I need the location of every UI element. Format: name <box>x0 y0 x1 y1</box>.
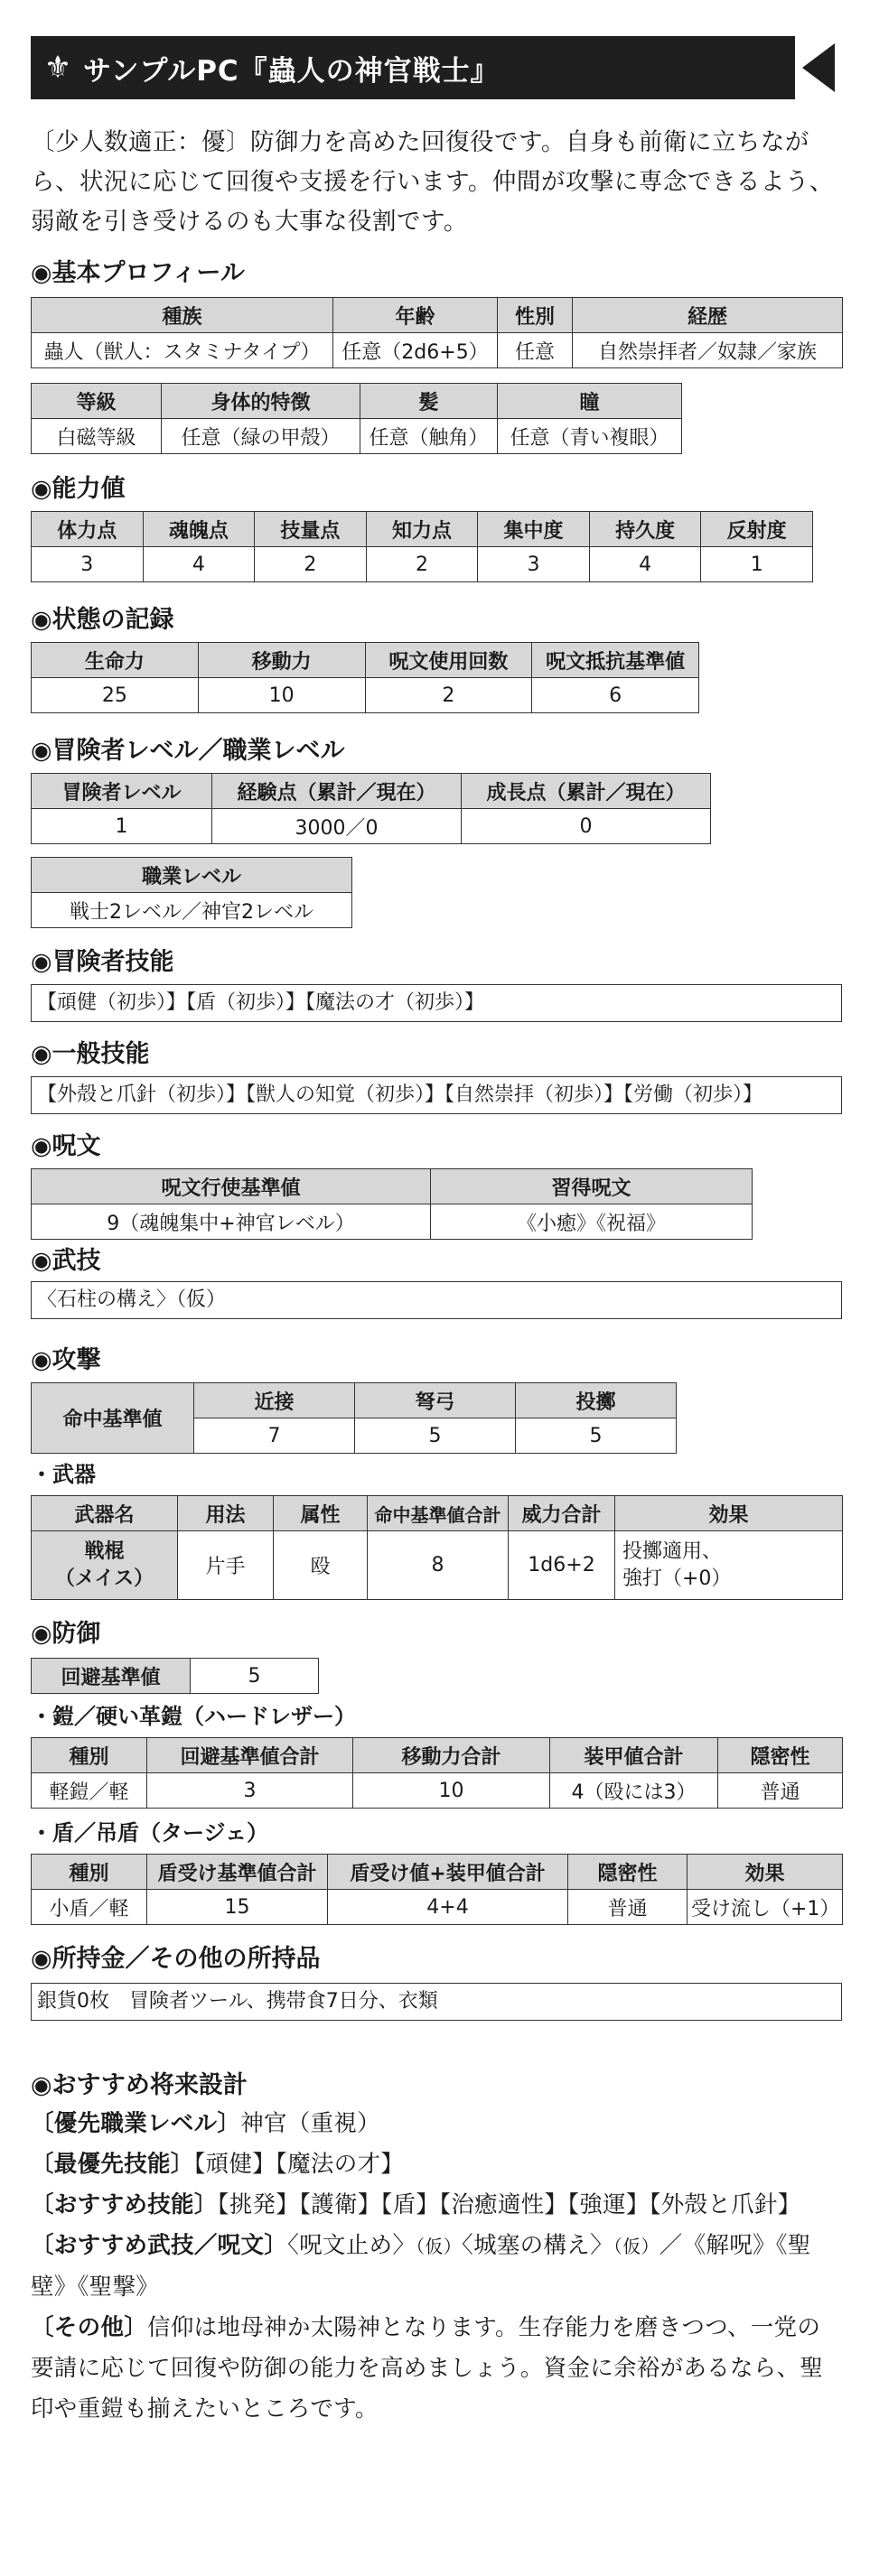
table-cell: 7 <box>194 1418 355 1454</box>
table-cell: 1 <box>701 547 813 582</box>
table-cell: 片手 <box>178 1531 274 1600</box>
defense-table <box>31 1658 319 1694</box>
section-heading-adventurer-skills: ◉冒険者技能 <box>31 948 174 976</box>
recommend-label: 〔おすすめ技能〕 <box>31 2191 218 2218</box>
character-sheet <box>31 36 842 2430</box>
table-cell: 受け流し（+1） <box>688 1890 843 1925</box>
evasion-value: 5 <box>191 1659 319 1694</box>
table-cell: 1 <box>32 809 212 844</box>
table-header: 種別 <box>32 1855 147 1890</box>
table-header: 身体的特徴 <box>162 384 360 419</box>
table-cell: 5 <box>355 1418 516 1454</box>
section-heading-recommend: ◉おすすめ将来設計 <box>31 2071 248 2099</box>
possessions-box: 銀貨0枚 冒険者ツール、携帯食7日分、衣類 <box>31 1983 842 2021</box>
table-cell: 0 <box>462 809 711 844</box>
chevron-left-icon <box>795 36 842 99</box>
table-cell: 3000／0 <box>212 809 462 844</box>
table-cell: 5 <box>516 1418 677 1454</box>
table-header: 職業レベル <box>32 858 352 893</box>
table-cell: 自然崇拝者／奴隷／家族 <box>573 333 843 368</box>
table-cell: 4+4 <box>328 1890 568 1925</box>
table-header: 持久度 <box>589 512 701 547</box>
table-cell: 軽鎧／軽 <box>32 1773 147 1809</box>
table-header: 命中基準値合計 <box>368 1496 509 1531</box>
table-header: 習得呪文 <box>431 1169 753 1204</box>
profile-table-2 <box>31 383 682 454</box>
table-cell: 戦士2レベル／神官2レベル <box>32 893 352 928</box>
table-header: 魂魄点 <box>143 512 255 547</box>
weapon-name-line-2: （メイス） <box>54 1567 154 1590</box>
table-header: 呪文抵抗基準値 <box>532 643 699 678</box>
subheading-armor: ・鎧／硬い革鎧（ハードレザー） <box>31 1704 356 1729</box>
page-title: サンプルPC『蟲人の神官戦士』 <box>83 54 500 88</box>
table-header: 投擲 <box>516 1383 677 1418</box>
attack-table <box>31 1382 677 1454</box>
table-header: 冒険者レベル <box>32 774 212 809</box>
table-header: 呪文使用回数 <box>365 643 532 678</box>
section-heading-abilities: ◉能力値 <box>31 475 126 503</box>
table-cell: 3 <box>32 547 144 582</box>
table-header: 髪 <box>360 384 498 419</box>
table-cell: 4 <box>589 547 701 582</box>
table-cell: 小盾／軽 <box>32 1890 147 1925</box>
armor-table <box>31 1737 843 1809</box>
adventurer-skills-box: 【頑健（初歩）】【盾（初歩）】【魔法の才（初歩）】 <box>31 984 842 1022</box>
weapon-name <box>32 1531 178 1600</box>
table-header: 知力点 <box>366 512 478 547</box>
arts-box: 〈石柱の構え〉（仮） <box>31 1281 842 1319</box>
subheading-weapons: ・武器 <box>31 1462 96 1487</box>
table-header: 弩弓 <box>355 1383 516 1418</box>
class-level-table <box>31 857 352 928</box>
subheading-shield: ・盾／吊盾（タージェ） <box>31 1820 269 1846</box>
table-cell: 任意（2d6+5） <box>333 333 498 368</box>
section-heading-general-skills: ◉一般技能 <box>31 1040 150 1068</box>
table-cell: 任意（触角） <box>360 419 498 454</box>
recommend-text: 神官（重視） <box>240 2110 381 2137</box>
recommend-block <box>31 2104 842 2430</box>
recommend-label: 〔優先職業レベル〕 <box>31 2110 241 2137</box>
recommend-skills <box>31 2185 842 2226</box>
recommend-text: 【挑発】【護衛】【盾】【治癒適性】【強運】【外殻と爪針】 <box>217 2191 801 2218</box>
recommend-priority-skill <box>31 2144 842 2185</box>
table-cell: 普通 <box>568 1890 688 1925</box>
table-cell: 3 <box>147 1773 353 1809</box>
general-skills-box: 【外殻と爪針（初歩）】【獣人の知覚（初歩）】【自然崇拝（初歩）】【労働（初歩）】 <box>31 1076 842 1114</box>
table-cell: 殴 <box>274 1531 368 1600</box>
recommend-text: 〈城塞の構え〉 <box>462 2232 613 2259</box>
table-cell: 2 <box>255 547 367 582</box>
section-heading-levels: ◉冒険者レベル／職業レベル <box>31 737 345 765</box>
table-header: 性別 <box>498 298 573 333</box>
table-header: 反射度 <box>701 512 813 547</box>
table-cell: 白磁等級 <box>32 419 162 454</box>
table-cell: 任意 <box>498 333 573 368</box>
levels-table <box>31 773 711 844</box>
recommend-text: ／《解呪》《聖壁》《聖撃》 <box>31 2232 811 2301</box>
section-heading-attack: ◉攻撃 <box>31 1346 101 1374</box>
table-cell: 8 <box>368 1531 509 1600</box>
table-header: 等級 <box>32 384 162 419</box>
table-header: 集中度 <box>478 512 590 547</box>
table-cell: 任意（緑の甲殻） <box>162 419 360 454</box>
table-cell: 4 <box>143 547 255 582</box>
section-heading-profile: ◉基本プロフィール <box>31 259 245 287</box>
recommend-priority-class <box>31 2104 842 2144</box>
table-cell: 15 <box>147 1890 328 1925</box>
table-header: 経験点（累計／現在） <box>212 774 462 809</box>
table-header: 近接 <box>194 1383 355 1418</box>
shield-table <box>31 1854 843 1925</box>
recommend-note: （仮） <box>613 2236 660 2257</box>
table-cell: 9（魂魄集中+神官レベル） <box>32 1204 431 1240</box>
weapon-effect <box>615 1531 843 1600</box>
table-cell: 2 <box>366 547 478 582</box>
table-header: 用法 <box>178 1496 274 1531</box>
recommend-label: 〔その他〕 <box>31 2314 148 2341</box>
section-heading-defense: ◉防御 <box>31 1620 101 1648</box>
section-heading-arts: ◉武技 <box>31 1247 101 1275</box>
profile-table-1 <box>31 297 843 368</box>
weapon-effect-line-1: 投擲適用、 <box>622 1539 723 1563</box>
table-cell: 1d6+2 <box>509 1531 615 1600</box>
table-cell: 10 <box>353 1773 550 1809</box>
table-header: 技量点 <box>255 512 367 547</box>
recommend-other <box>31 2308 842 2430</box>
table-header: 年齢 <box>333 298 498 333</box>
table-header: 移動力合計 <box>353 1738 550 1773</box>
table-header: 効果 <box>615 1496 843 1531</box>
recommend-arts <box>31 2226 842 2308</box>
table-cell: 4（殴には3） <box>550 1773 718 1809</box>
table-header: 成長点（累計／現在） <box>462 774 711 809</box>
table-cell: 3 <box>478 547 590 582</box>
table-header: 瞳 <box>498 384 682 419</box>
title-banner <box>31 36 842 99</box>
table-cell: 2 <box>365 678 532 713</box>
table-header: 種族 <box>32 298 333 333</box>
table-header: 経歴 <box>573 298 843 333</box>
table-header: 盾受け値+装甲値合計 <box>328 1855 568 1890</box>
hit-base-label: 命中基準値 <box>32 1383 194 1454</box>
fleur-de-lis-icon: ⚜ <box>43 50 72 86</box>
table-header: 属性 <box>274 1496 368 1531</box>
weapon-name-line-1: 戦棍 <box>84 1539 125 1563</box>
table-header: 威力合計 <box>509 1496 615 1531</box>
recommend-text: 〈呪文止め〉 <box>287 2232 416 2259</box>
section-heading-status: ◉状態の記録 <box>31 606 174 634</box>
table-header: 生命力 <box>32 643 199 678</box>
table-cell: 普通 <box>718 1773 843 1809</box>
section-heading-possessions: ◉所持金／その他の所持品 <box>31 1945 321 1973</box>
table-header: 武器名 <box>32 1496 178 1531</box>
table-header: 隠密性 <box>568 1855 688 1890</box>
recommend-text: 信仰は地母神か太陽神となります。生存能力を磨きつつ、一党の要請に応じて回復や防御の能力を高めましょう。資金に余裕があるなら、聖印や重鎧も揃えたいところです。 <box>31 2314 824 2423</box>
table-header: 装甲値合計 <box>550 1738 718 1773</box>
recommend-text: 【頑健】【魔法の才】 <box>193 2151 405 2178</box>
table-header: 体力点 <box>32 512 144 547</box>
table-header: 盾受け基準値合計 <box>147 1855 328 1890</box>
spells-table <box>31 1168 753 1240</box>
table-cell: 25 <box>32 678 199 713</box>
table-header: 種別 <box>32 1738 147 1773</box>
status-table <box>31 642 699 713</box>
weapon-effect-line-2: 強打（+0） <box>622 1567 732 1590</box>
recommend-note: （仮） <box>416 2236 463 2257</box>
table-cell: 《小癒》《祝福》 <box>431 1204 753 1240</box>
table-header: 回避基準値合計 <box>147 1738 353 1773</box>
table-header: 呪文行使基準値 <box>32 1169 431 1204</box>
evasion-label: 回避基準値 <box>32 1659 191 1694</box>
table-cell: 10 <box>198 678 365 713</box>
intro-text: 〔少人数適正：優〕防御力を高めた回復役です。自身も前衛に立ちながら、状況に応じて回復や支援を行います。仲間が攻撃に専念できるよう、弱敵を引き受けるのも大事な役割です。 <box>31 128 834 236</box>
table-cell: 蟲人（獣人：スタミナタイプ） <box>32 333 333 368</box>
recommend-label: 〔最優先技能〕 <box>31 2151 194 2178</box>
table-cell: 任意（青い複眼） <box>498 419 682 454</box>
table-header: 隠密性 <box>718 1738 843 1773</box>
section-heading-spells: ◉呪文 <box>31 1132 101 1160</box>
table-cell: 6 <box>532 678 699 713</box>
recommend-label: 〔おすすめ武技／呪文〕 <box>31 2232 288 2259</box>
abilities-table <box>31 511 813 582</box>
weapons-table <box>31 1495 843 1600</box>
table-header: 効果 <box>688 1855 843 1890</box>
table-header: 移動力 <box>198 643 365 678</box>
